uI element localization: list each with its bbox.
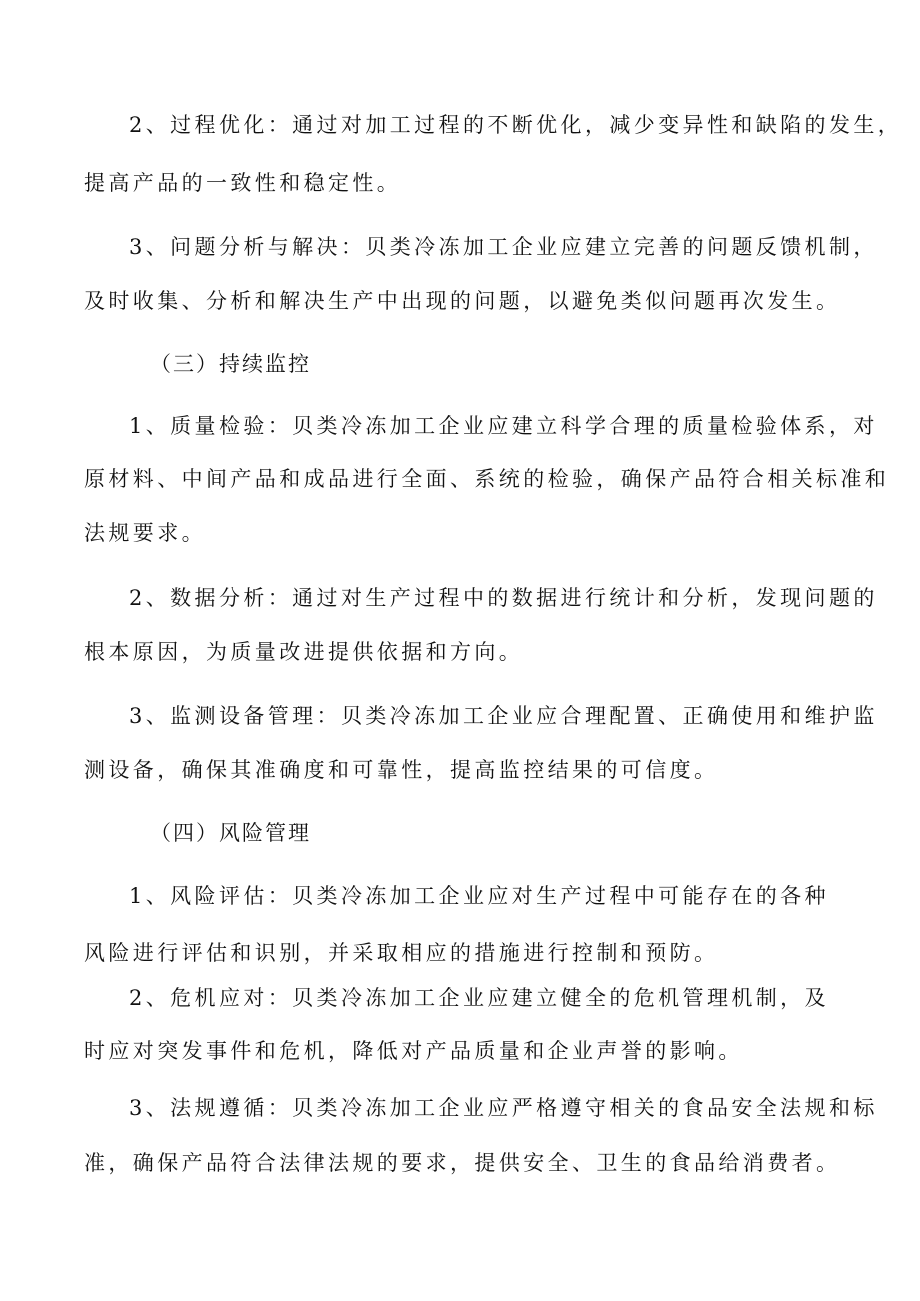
paragraph-process-optimization-line-1: 2、过程优化：通过对加工过程的不断优化，减少变异性和缺陷的发生， [129, 113, 903, 137]
paragraph-regulatory-compliance-line-1: 3、法规遵循：贝类冷冻加工企业应严格遵守相关的食品安全法规和标 [129, 1096, 878, 1120]
paragraph-risk-assessment-line-1: 1、风险评估：贝类冷冻加工企业应对生产过程中可能存在的各种 [129, 884, 829, 908]
section-heading-continuous-monitoring: （三）持续监控 [150, 352, 311, 376]
paragraph-process-optimization-line-2: 提高产品的一致性和稳定性。 [84, 171, 402, 195]
paragraph-quality-inspection-line-3: 法规要求。 [84, 521, 206, 545]
section-heading-risk-management: （四）风险管理 [150, 821, 311, 845]
paragraph-risk-assessment-line-2: 风险进行评估和识别，并采取相应的措施进行控制和预防。 [84, 941, 719, 965]
paragraph-data-analysis-line-1: 2、数据分析：通过对生产过程中的数据进行统计和分析，发现问题的 [129, 586, 878, 610]
paragraph-quality-inspection-line-1: 1、质量检验：贝类冷冻加工企业应建立科学合理的质量检验体系，对 [129, 414, 878, 438]
paragraph-problem-solving-line-1: 3、问题分析与解决：贝类冷冻加工企业应建立完善的问题反馈机制， [129, 235, 878, 259]
paragraph-crisis-response-line-2: 时应对突发事件和危机，降低对产品质量和企业声誉的影响。 [84, 1039, 743, 1063]
paragraph-monitoring-equipment-line-2: 测设备，确保其准确度和可靠性，提高监控结果的可信度。 [84, 758, 719, 782]
paragraph-monitoring-equipment-line-1: 3、监测设备管理：贝类冷冻加工企业应合理配置、正确使用和维护监 [129, 704, 878, 728]
paragraph-crisis-response-line-1: 2、危机应对：贝类冷冻加工企业应建立健全的危机管理机制，及 [129, 986, 829, 1010]
paragraph-data-analysis-line-2: 根本原因，为质量改进提供依据和方向。 [84, 640, 524, 664]
paragraph-quality-inspection-line-2: 原材料、中间产品和成品进行全面、系统的检验，确保产品符合相关标准和 [84, 467, 890, 491]
paragraph-problem-solving-line-2: 及时收集、分析和解决生产中出现的问题，以避免类似问题再次发生。 [84, 289, 841, 313]
paragraph-regulatory-compliance-line-2: 准，确保产品符合法律法规的要求，提供安全、卫生的食品给消费者。 [84, 1151, 841, 1175]
